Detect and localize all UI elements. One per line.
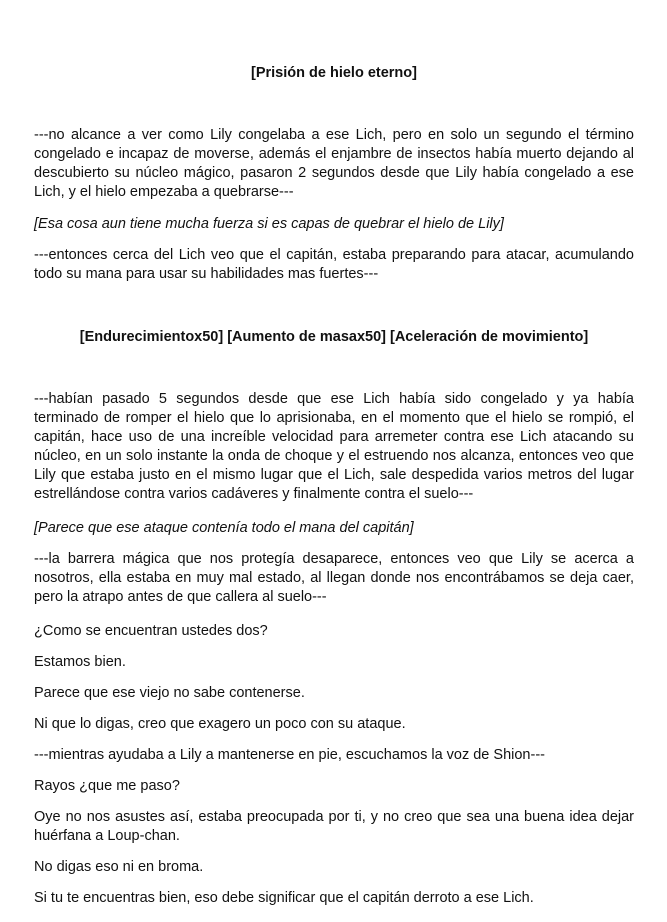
thought-paragraph: [Esa cosa aun tiene mucha fuerza si es capas de quebrar el hielo de Lily] — [34, 216, 504, 232]
paragraph: ---entonces cerca del Lich veo que el capitán, estaba preparando para atacar, acumulando todo su mana para usar su habilidades mas fuertes--- — [34, 247, 634, 282]
dialogue-line: ¿Como se encuentran ustedes dos? — [34, 623, 268, 639]
paragraph: ---no alcance a ver como Lily congelaba a ese Lich, pero en solo un segundo el término congelado e incapaz de moverse, además el enjambre de insectos había muerto dejando al descubierto su núcleo mágico, pasaron 2 segundos desde que Lily había congelado a ese Lich, y el hielo empezaba a quebrarse--- — [34, 127, 634, 200]
skills-heading: [Endurecimientox50] [Aumento de masax50] [Aceleración de movimiento] — [79, 329, 589, 345]
chapter-title: [Prisión de hielo eterno] — [251, 65, 417, 81]
paragraph: ---la barrera mágica que nos protegía desaparece, entonces veo que Lily se acerca a nosotros, ella estaba en muy mal estado, al llegan donde nos encontrábamos se deja caer, pero la atrapo antes de que callera al suelo--- — [34, 551, 634, 605]
dialogue-line: Estamos bien. — [34, 654, 126, 670]
dialogue-line: Parece que ese viejo no sabe contenerse. — [34, 685, 305, 701]
dialogue-line: No digas eso ni en broma. — [34, 859, 204, 875]
paragraph: ---habían pasado 5 segundos desde que ese Lich había sido congelado y ya había terminado de romper el hielo que lo aprisionaba, en el momento que el hielo se rompió, el capitán, hace uso de una increíble velocidad para arremeter contra ese Lich atacando su núcleo, en un solo instante la onda de choque y el estruendo nos alcanza, entonces veo que Lily que estaba justo en el mismo lugar que el Lich, sale despedida varios metros del lugar estrellándose contra varios cadáveres y finalmente contra el suelo--- — [34, 391, 634, 502]
dialogue-line: Si tu te encuentras bien, eso debe significar que el capitán derroto a ese Lich. — [34, 890, 534, 906]
narration-line: ---mientras ayudaba a Lily a mantenerse en pie, escuchamos la voz de Shion--- — [34, 747, 545, 763]
dialogue-paragraph: Oye no nos asustes así, estaba preocupada por ti, y no creo que sea una buena idea dejar huérfana a Loup-chan. — [34, 809, 634, 844]
dialogue-line: Rayos ¿que me paso? — [34, 778, 180, 794]
thought-paragraph: [Parece que ese ataque contenía todo el mana del capitán] — [34, 520, 414, 536]
dialogue-line: Ni que lo digas, creo que exagero un poco con su ataque. — [34, 716, 406, 732]
